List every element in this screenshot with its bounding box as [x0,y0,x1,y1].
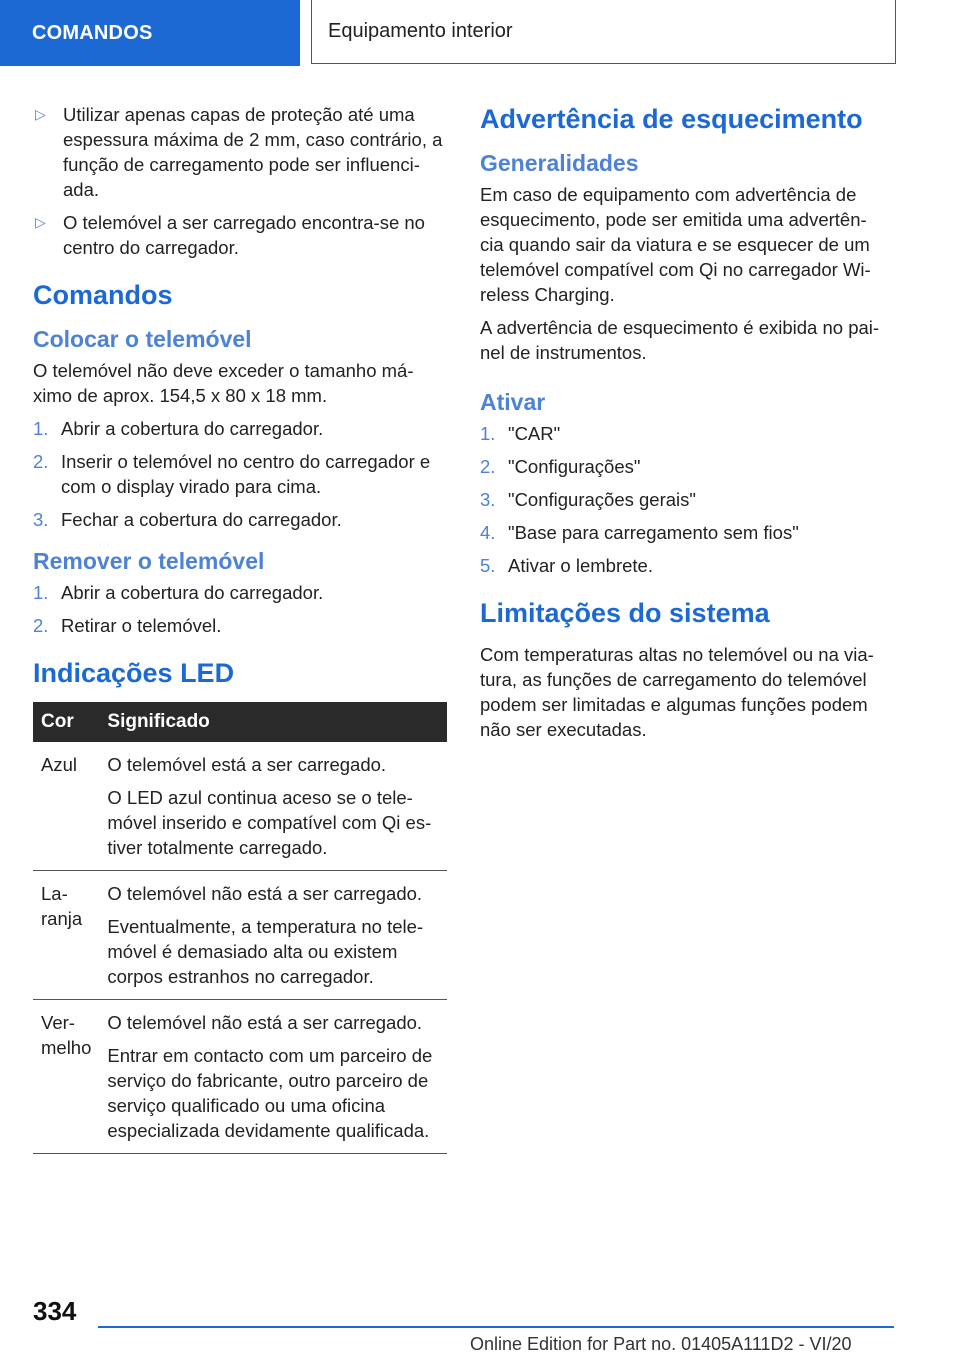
table-header-significado: Significado [99,702,447,742]
meaning-line: O telemóvel não está a ser carregado. [107,883,423,904]
step-number: 1. [33,582,49,603]
step-item [480,487,890,512]
led-color-cell: Ver‐melho [33,1000,99,1154]
step-item [33,416,447,441]
table-header-cor: Cor [33,702,99,742]
heading-remover: Remover o telemóvel [33,548,265,574]
step-number: 2. [33,451,49,472]
step-item [480,454,890,479]
heading-ativar: Ativar [480,389,546,415]
step-item [33,580,447,605]
step-text: "Base para carregamento sem fios" [508,522,799,543]
heading-generalidades: Generalidades [480,150,639,176]
step-text: "CAR" [508,423,561,444]
heading-colocar: Colocar o telemóvel [33,326,252,352]
step-text: Abrir a cobertura do carregador. [61,418,324,439]
step-number: 3. [480,489,496,510]
colocar-text: O telemóvel não deve exceder o tamanho má‐ximo de aprox. 154,5 x 80 x 18 mm. [33,360,414,406]
bullet-text: Utilizar apenas capas de proteção até uma espessura máxima de 2 mm, caso contrário, a função de carregamento pode ser influenci‐ada. [63,104,443,200]
meaning-line: Entrar em contacto com um parceiro de serviço do fabricante, outro parceiro de serviço qualificado ou uma oficina especializada devidamente qualificada. [107,1045,433,1141]
led-meaning-cell [99,1000,447,1154]
bullet-item [33,210,447,260]
heading-limitacoes: Limitações do sistema [480,598,770,628]
generalidades-text-2: A advertência de esquecimento é exibida no pai‐nel de instrumentos. [480,317,880,363]
led-table [33,702,447,1154]
meaning-line: Eventualmente, a temperatura no tele‐móvel é demasiado alta ou existem corpos estranhos no carregador. [107,916,424,987]
step-number: 1. [480,423,496,444]
section-label: COMANDOS [32,21,153,44]
led-meaning-cell [99,871,447,1000]
footer-rule [98,1326,894,1328]
header-section-tab [0,0,300,66]
step-item [480,553,890,578]
step-item [33,613,447,638]
step-text: Inserir o telemóvel no centro do carregador e com o display virado para cima. [61,451,431,497]
edition-note: Online Edition for Part no. 01405A111D2 - VI/20 [470,1334,852,1354]
left-column [33,102,447,1154]
bullet-text: O telemóvel a ser carregado encontra-se no centro do carregador. [63,212,425,258]
right-column [480,102,890,750]
heading-advertencia: Advertência de esquecimento [480,104,863,134]
led-color-cell: Azul [33,742,99,871]
page-number: 334 [33,1296,77,1326]
step-item [33,449,447,499]
step-number: 1. [33,418,49,439]
generalidades-text-1: Em caso de equipamento com advertência de esquecimento, pode ser emitida uma advertên‐cia quando sair da viatura e se esquecer de um telemóvel compatível com Qi no carregador Wi‐reless Charging. [480,184,871,305]
step-number: 2. [33,615,49,636]
chapter-label: Equipamento interior [328,20,513,42]
step-number: 3. [33,509,49,530]
meaning-line: O LED azul continua aceso se o tele‐móvel inserido e compatível com Qi es‐tiver totalmente carregado. [107,787,432,858]
step-text: "Configurações gerais" [508,489,696,510]
step-text: Abrir a cobertura do carregador. [61,582,324,603]
step-item [480,520,890,545]
step-number: 4. [480,522,496,543]
led-meaning-cell [99,742,447,871]
heading-comandos: Comandos [33,280,173,310]
step-text: Fechar a cobertura do carregador. [61,509,342,530]
bullet-item [33,102,447,202]
table-row [33,742,447,871]
triangle-bullet-icon: ▷ [35,214,46,230]
step-text: "Configurações" [508,456,641,477]
step-text: Ativar o lembrete. [508,555,653,576]
limitacoes-text: Com temperaturas altas no telemóvel ou na via‐tura, as funções de carregamento do telemóvel podem ser limitadas e algumas funções podem não ser executadas. [480,644,874,740]
triangle-bullet-icon: ▷ [35,106,46,122]
step-item [33,507,447,532]
meaning-line: O telemóvel não está a ser carregado. [107,1012,423,1033]
table-row [33,871,447,1000]
step-number: 5. [480,555,496,576]
table-row [33,1000,447,1154]
led-color-cell: La‐ranja [33,871,99,1000]
heading-led: Indicações LED [33,658,235,688]
header-chapter-box [311,0,896,64]
step-text: Retirar o telemóvel. [61,615,222,636]
step-number: 2. [480,456,496,477]
step-item [480,421,890,446]
meaning-line: O telemóvel está a ser carregado. [107,754,387,775]
